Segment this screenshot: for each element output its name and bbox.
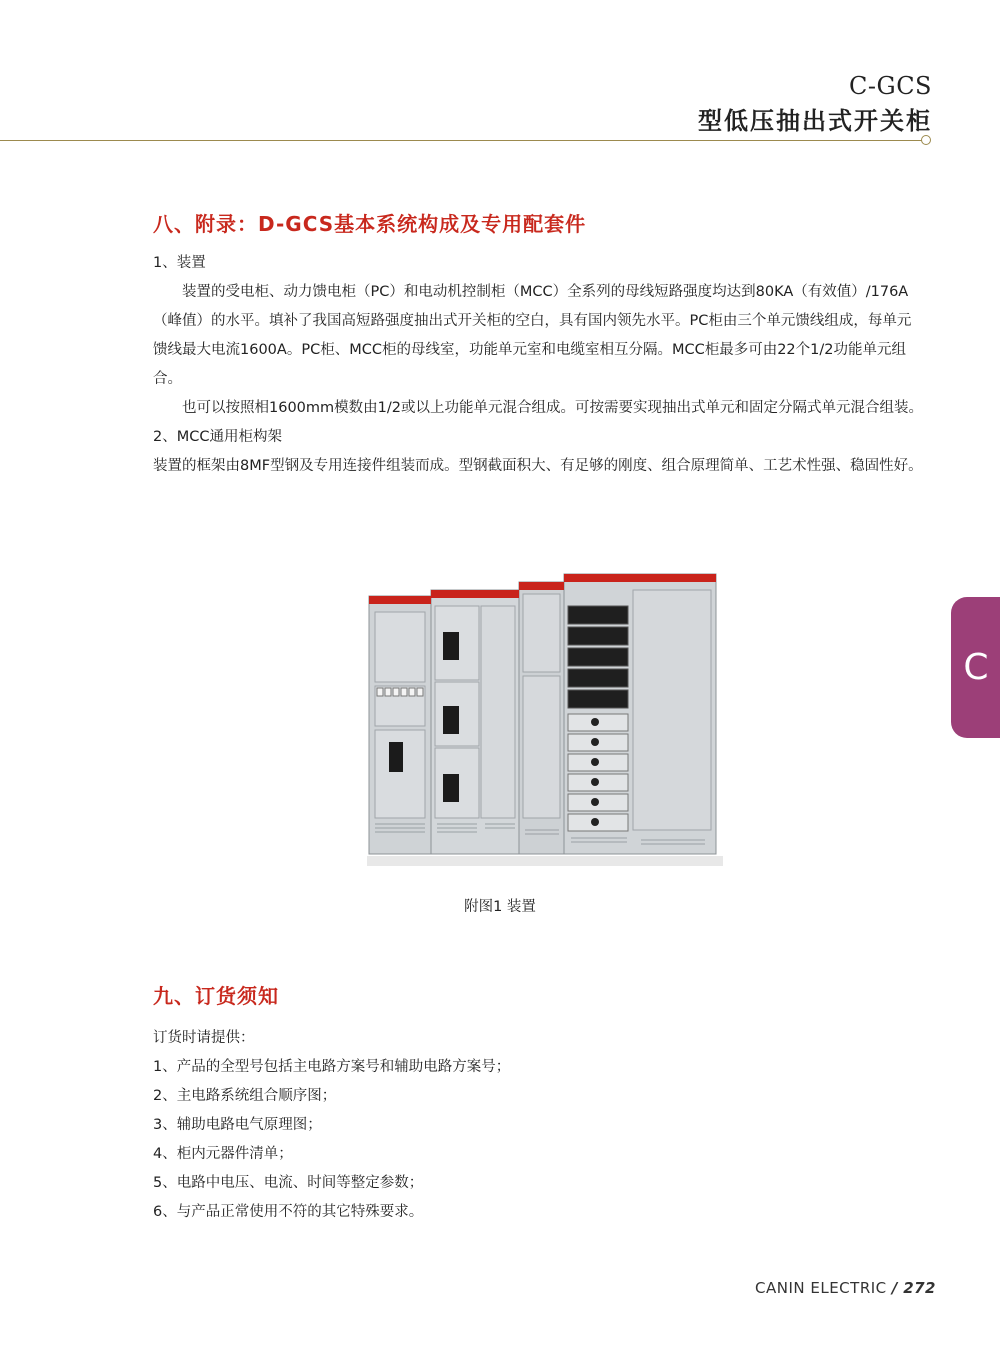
header-title: 型低压抽出式开关柜 — [698, 107, 932, 135]
page-number: 272 — [903, 1279, 936, 1297]
section8-title: 八、附录：D-GCS基本系统构成及专用配套件 — [153, 212, 587, 236]
chapter-tab — [951, 597, 1000, 738]
para2: 也可以按照相1600mm模数由1/2或以上功能单元混合组成。可按需要实现抽出式单元和固定分隔式单元混合组装。 — [182, 400, 923, 416]
header-rule-dot-icon — [921, 135, 931, 145]
item1-heading: 1、装置 — [153, 255, 206, 271]
header-code: C-GCS — [849, 72, 932, 100]
figure-caption: 附图1 装置 — [464, 899, 536, 915]
footer-brand: CANIN ELECTRIC — [755, 1279, 887, 1297]
item2-heading: 2、MCC通用柜构架 — [153, 429, 282, 445]
list-item: 2、主电路系统组合顺序图； — [153, 1088, 337, 1104]
chapter-tab-letter: C — [963, 647, 989, 688]
list-item: 1、产品的全型号包括主电路方案号和辅助电路方案号； — [153, 1059, 511, 1075]
section9-body — [153, 1024, 923, 1227]
section9-title: 九、订货须知 — [153, 984, 279, 1008]
list-item: 4、柜内元器件清单； — [153, 1146, 293, 1162]
footer-separator: / — [891, 1279, 898, 1297]
list-item: 5、电路中电压、电流、时间等整定参数； — [153, 1175, 424, 1191]
order-intro: 订货时请提供： — [153, 1030, 255, 1046]
header-rule — [0, 140, 922, 141]
list-item: 6、与产品正常使用不符的其它特殊要求。 — [153, 1204, 424, 1220]
para1: 装置的受电柜、动力馈电柜（PC）和电动机控制柜（MCC）全系列的母线短路强度均达到80KA（有效值）/176A（峰值）的水平。填补了我国高短路强度抽出式开关柜的空白，具有国内领先水平。PC柜由三个单元馈线组成，每单元馈线最大电流1600A。PC柜、MCC柜的母线室，功能单元室和电缆室相互分隔。MCC柜最多可由22个1/2功能单元组合。 — [153, 284, 912, 387]
list-item: 3、辅助电路电气原理图； — [153, 1117, 322, 1133]
para3: 装置的框架由8MF型钢及专用连接件组装而成。型钢截面积大、有足够的刚度、组合原理简单、工艺术性强、稳固性好。 — [153, 458, 923, 474]
switchgear-cabinet-image — [365, 560, 725, 872]
section8-body — [153, 249, 923, 481]
page-footer — [755, 1279, 936, 1297]
